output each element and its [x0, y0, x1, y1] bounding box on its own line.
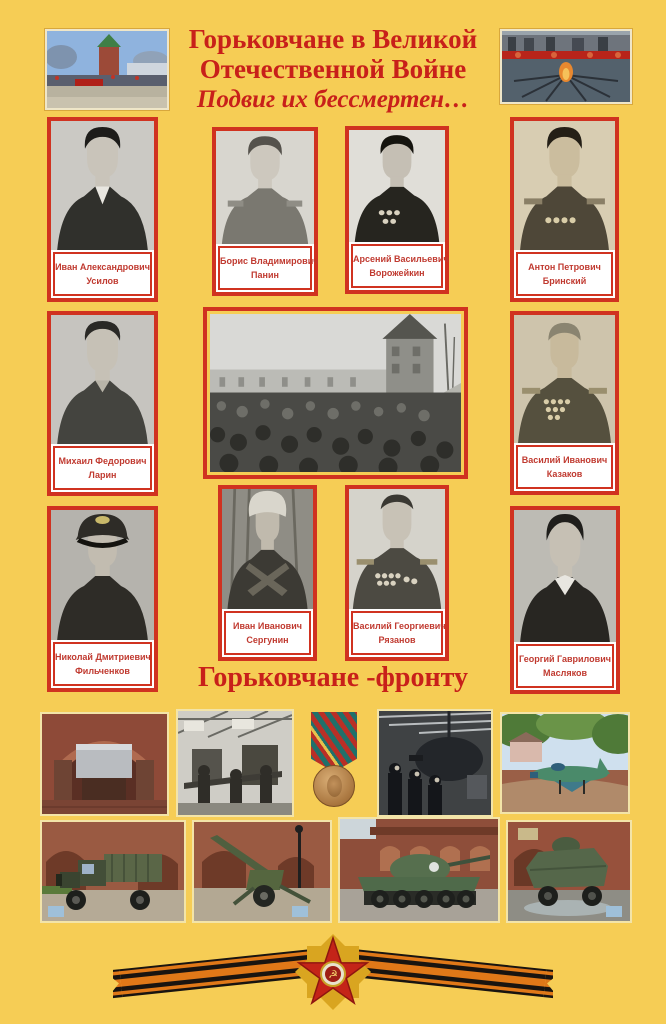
portrait-photo	[514, 121, 615, 250]
portrait-name-line1: Иван Александрович	[55, 261, 150, 272]
patriotic-war-order-icon	[295, 934, 371, 1010]
portrait-illustration	[349, 489, 445, 609]
square-crowd-illustration	[210, 314, 461, 472]
portrait-illustration	[514, 510, 616, 642]
factory-artillery-photo	[176, 709, 294, 817]
portrait-name-line2: Масляков	[542, 668, 587, 678]
portrait-card-usilov	[47, 117, 158, 302]
portrait-illustration	[51, 510, 154, 640]
portrait-name-line2: Фильченков	[75, 666, 130, 676]
portrait-nameplate	[351, 244, 449, 288]
portrait-name-line1: Василий Иванович	[521, 454, 608, 465]
portrait-nameplate	[218, 246, 319, 290]
portrait-illustration	[514, 315, 615, 443]
eternal-flame-illustration	[502, 31, 630, 102]
portrait-name-line1: Борис Владимирович	[220, 255, 319, 266]
poster-title	[150, 24, 516, 115]
portrait-name-line1: Михаил Федорович	[58, 455, 147, 466]
portrait-card-ryazanov	[345, 485, 449, 661]
portrait-nameplate	[53, 446, 152, 490]
eternal-flame-photo	[500, 29, 632, 104]
portrait-name-line1: Иван Иванович	[233, 620, 302, 631]
portrait-card-larin	[47, 311, 158, 496]
portrait-nameplate	[224, 611, 311, 655]
portrait-card-kazakov	[510, 311, 619, 495]
portrait-card-brinsky	[510, 117, 619, 302]
portrait-name-line2: Сергунин	[246, 635, 289, 645]
airplane-park-illustration	[502, 714, 628, 812]
armored-car-photo	[506, 820, 632, 923]
portrait-name-line1: Василий Георгиевич	[353, 620, 446, 631]
portrait-photo	[51, 121, 154, 250]
labor-medal-icon	[303, 712, 365, 812]
portrait-nameplate	[516, 252, 613, 296]
tank-turret-factory-photo	[377, 709, 493, 817]
portrait-photo	[51, 510, 154, 640]
victory-parade-illustration	[47, 31, 167, 108]
military-truck-photo	[40, 820, 186, 923]
portrait-name-line2: Бринский	[542, 276, 587, 286]
t34-tank-illustration	[340, 819, 498, 921]
portrait-photo	[349, 489, 445, 609]
section-title: Горьковчане -фронту	[198, 662, 468, 693]
armored-car-illustration	[508, 822, 630, 921]
portrait-illustration	[51, 121, 154, 250]
st-george-ribbon-banner	[113, 924, 553, 1020]
portrait-name-line1: Николай Дмитриевич	[55, 651, 151, 662]
portrait-name-line2: Казаков	[546, 469, 583, 479]
portrait-nameplate	[53, 252, 152, 296]
portrait-name-line1: Арсений Васильевич	[353, 253, 449, 264]
hammer-sickle-icon: ☭	[328, 969, 338, 981]
portrait-card-vorozheykin	[345, 126, 449, 294]
factory-artillery-illustration	[178, 711, 292, 815]
portrait-illustration	[216, 131, 314, 244]
portrait-name-line2: Усилов	[86, 276, 119, 286]
tank-turret-factory-illustration	[379, 711, 491, 815]
airplane-park-photo	[500, 712, 630, 814]
medal-disc	[313, 765, 355, 807]
memorial-museum-photo	[40, 712, 169, 816]
title-line-2: Отечественной Войне	[199, 54, 467, 85]
artillery-gun-illustration	[194, 822, 330, 921]
portrait-photo	[222, 489, 313, 609]
artillery-gun-photo	[192, 820, 332, 923]
title-line-1: Горьковчане в Великой	[188, 24, 478, 54]
portrait-card-sergunin	[218, 485, 317, 661]
portrait-illustration	[514, 121, 615, 250]
portrait-name-line2: Рязанов	[378, 635, 416, 645]
portrait-photo	[51, 315, 154, 444]
medal-ribbon	[311, 712, 357, 772]
square-crowd-photo	[203, 307, 468, 479]
portrait-photo	[514, 315, 615, 443]
portrait-name-line1: Антон Петрович	[528, 261, 601, 272]
portrait-photo	[349, 130, 445, 242]
portrait-card-panin	[212, 127, 318, 296]
t34-tank-photo	[338, 817, 500, 923]
poster-subtitle: Подвиг их бессмертен…	[196, 86, 470, 114]
portrait-photo	[514, 510, 616, 642]
portrait-name-line2: Ворожейкин	[369, 268, 425, 278]
portrait-name-line1: Георгий Гаврилович	[519, 653, 611, 664]
portrait-nameplate	[351, 611, 446, 655]
portrait-illustration	[349, 130, 445, 242]
portrait-photo	[216, 131, 314, 244]
portrait-name-line2: Панин	[251, 270, 279, 280]
portrait-name-line2: Ларин	[88, 470, 117, 480]
military-truck-illustration	[42, 822, 184, 921]
memorial-museum-illustration	[42, 714, 167, 814]
portrait-illustration	[51, 315, 154, 444]
portrait-nameplate	[516, 445, 613, 489]
portrait-illustration	[222, 489, 313, 609]
